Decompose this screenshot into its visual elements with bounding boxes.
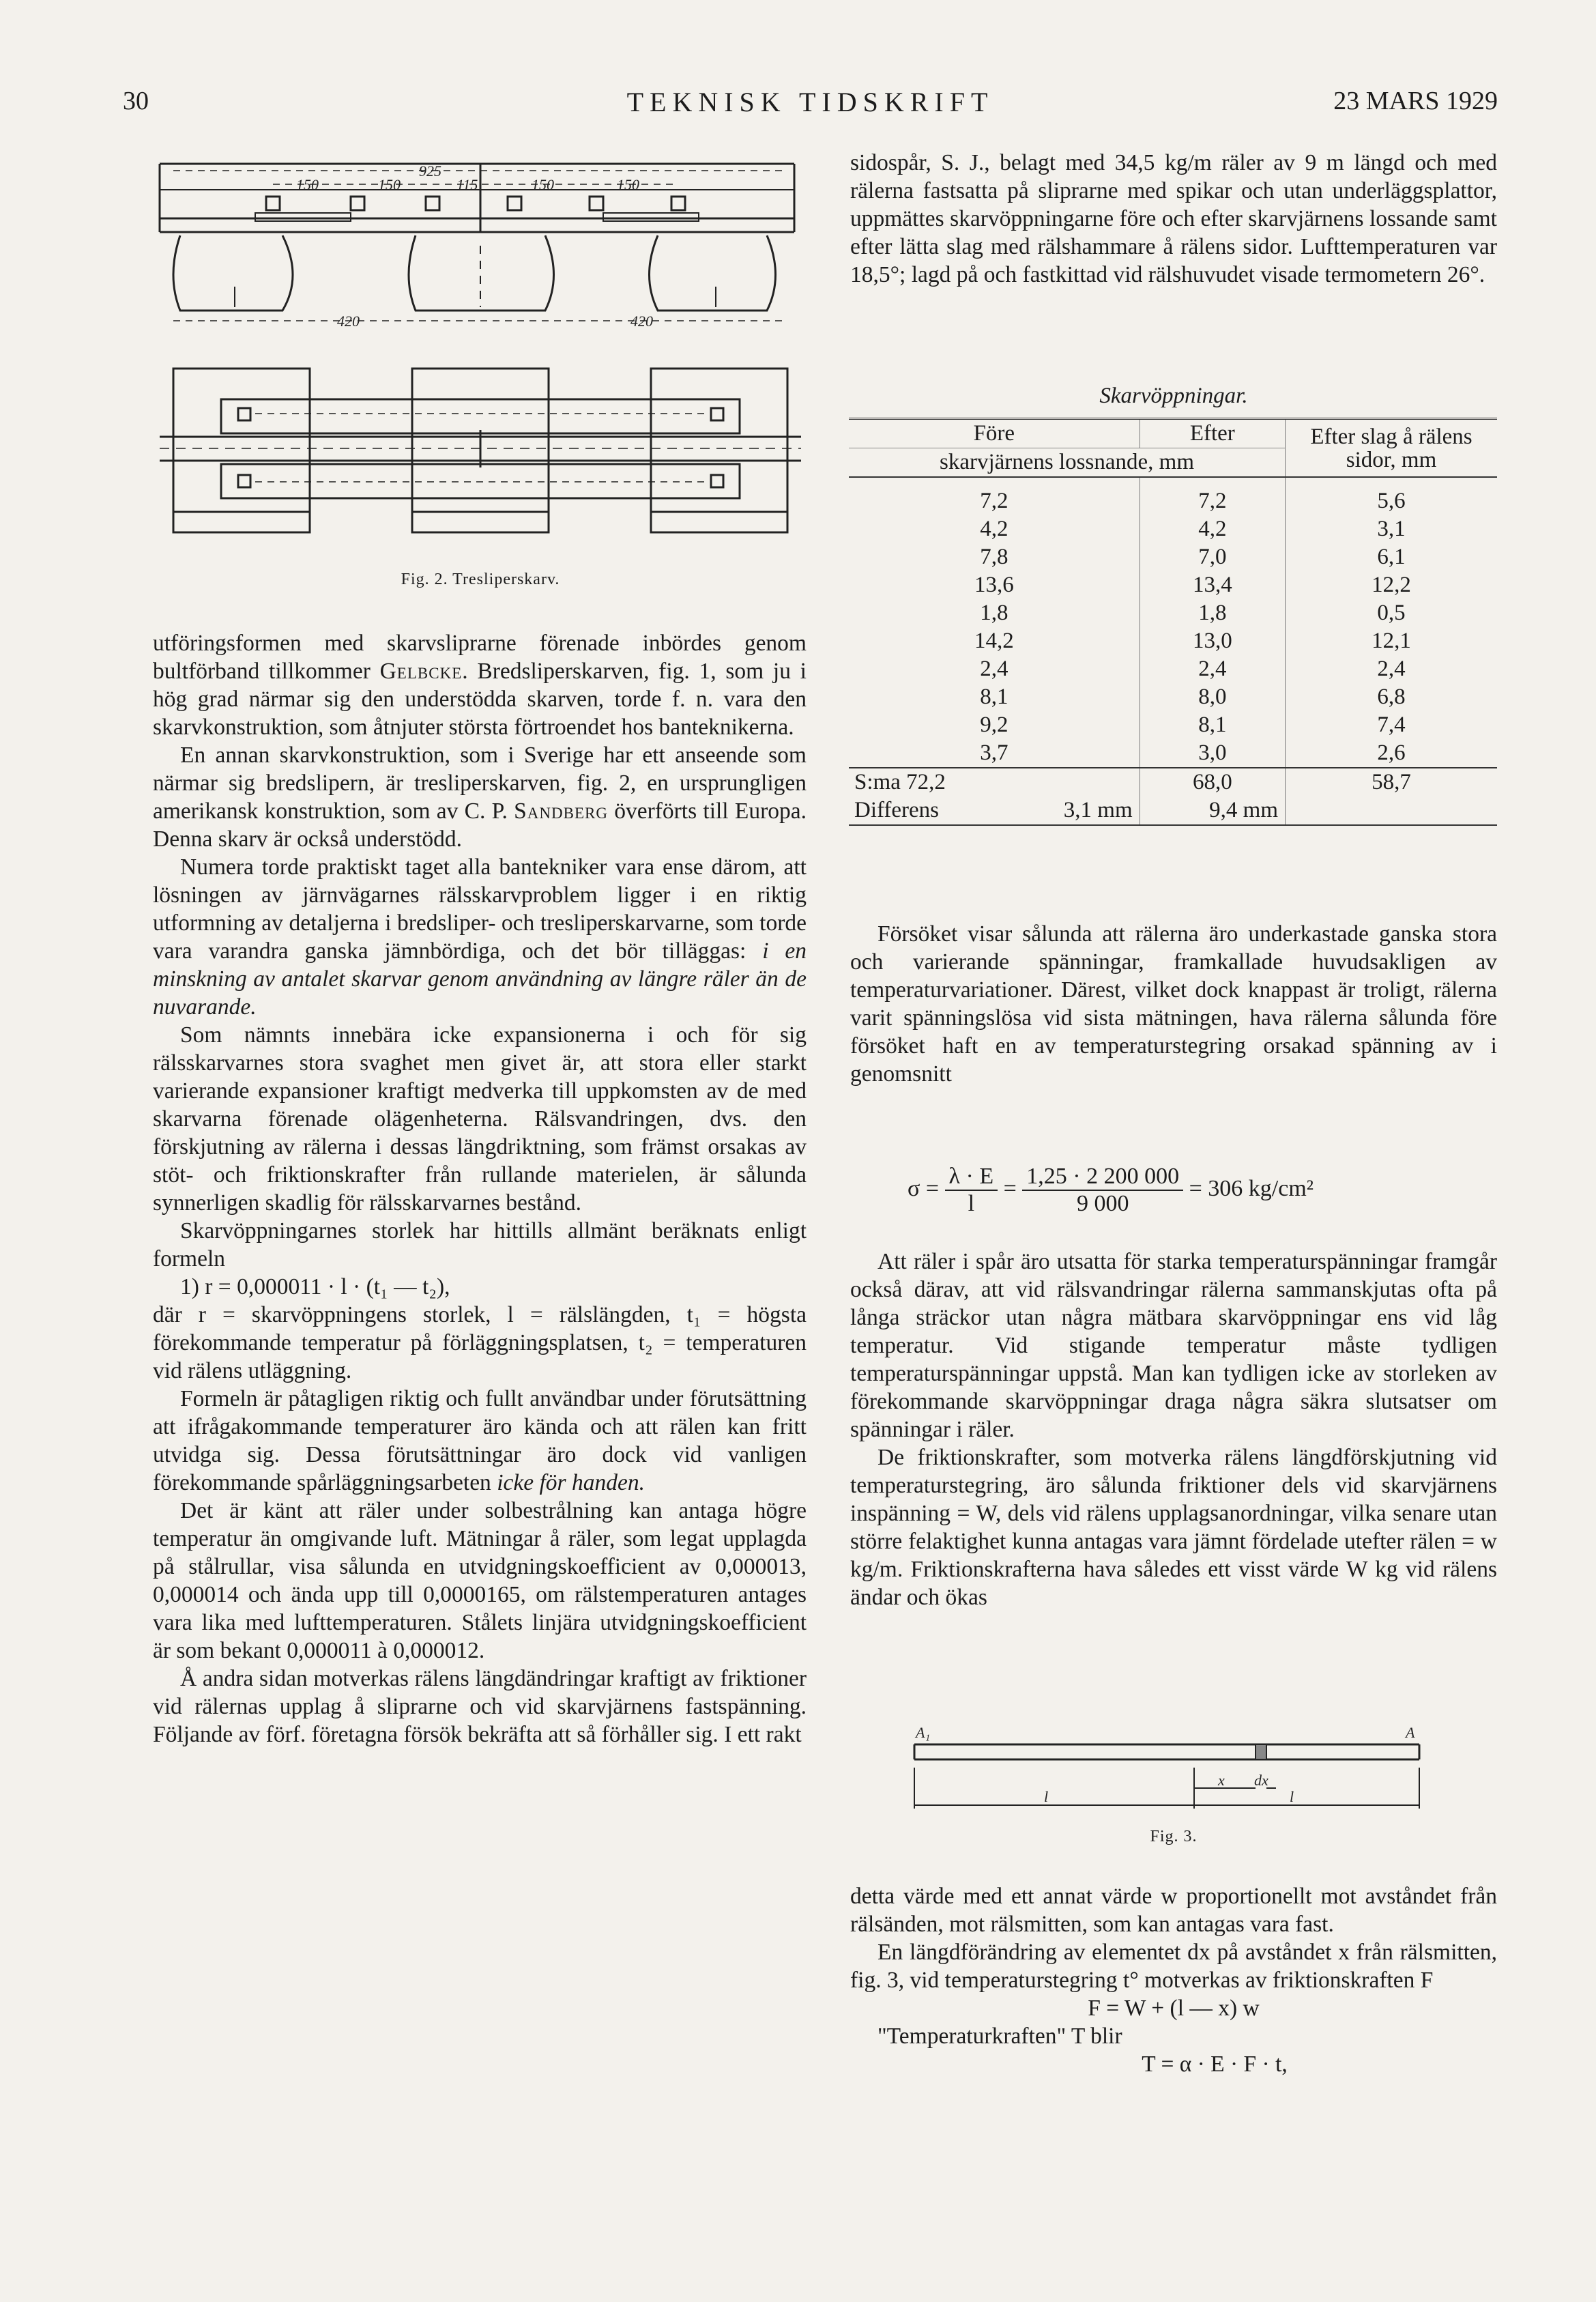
diff-label: Differens — [854, 798, 940, 822]
right-column-intro — [850, 149, 1497, 289]
label-a: A — [1406, 1724, 1415, 1741]
table-cell: 3,0 — [1140, 739, 1285, 768]
right-column-body — [850, 920, 1497, 1088]
dim-150-b: 150 — [378, 176, 401, 193]
formula-sigma — [908, 1164, 1494, 1217]
dim-420-b: 420 — [630, 313, 653, 330]
figure-3-drawing — [880, 1720, 1467, 1836]
text: En annan skarvkonstruktion, som i Sverige har ett anseende som närmar sig bredslipern, är tresliperskarven, fig. 2, en ursprungligen amerikansk konstruktion, som av C. P. — [153, 743, 807, 824]
text: Formeln är påtagligen riktig och fullt användbar under förutsättning att ifrågakommande temperaturer äro kända och att rälen kan fritt utvidga sig. Dessa förutsättningar äro dock vid vanligen förekommande spårläggningsarbeten — [153, 1386, 807, 1495]
table-cell: 2,6 — [1377, 740, 1406, 765]
paragraph: Försöket visar sålunda att rälerna äro underkastade ganska stora och varierande spänningar, framkallade huvudsakligen av temperaturvariationer. Därest, vilket dock knappast är troligt, rälerna varit spänningslösa vid sista mätningen, hava rälerna sålunda före försöket haft en av temperaturstegring orsakad spänning av i genomsnitt — [850, 921, 1497, 1087]
table-cell: 13,4 — [1140, 571, 1285, 599]
paragraph — [153, 1385, 807, 1497]
table-cell: 8,1 — [849, 683, 1140, 711]
diff-cell-3 — [1286, 796, 1498, 825]
table-cell: 8,0 — [1140, 683, 1285, 711]
table-cell: 1,8 — [849, 599, 1140, 627]
table-row — [849, 543, 1497, 571]
author-name: Sandberg — [514, 798, 608, 824]
table-row — [849, 599, 1497, 627]
author-name: Gelbcke — [379, 659, 463, 684]
col-header-efter: Efter — [1140, 419, 1285, 448]
result: = 306 kg/cm² — [1189, 1175, 1314, 1201]
table-sum-row — [849, 768, 1497, 796]
figure-3-caption: Fig. 3. — [1150, 1828, 1198, 1845]
table-row — [849, 739, 1497, 768]
left-column — [153, 629, 807, 1749]
table-cell: 7,2 — [1140, 477, 1285, 515]
paragraph: där r = skarvöppningens storlek, l = rälslängden, t₁ = högsta förekommande temperatur på förläggningsplatsen, t₂ = temperaturen vid rälens utläggning. — [153, 1302, 807, 1383]
table-cell: 3,1 — [1377, 517, 1406, 541]
paragraph: Det är känt att räler under solbestrålning kan antaga högre temperatur än omgivande luft. Mätningar å räler, som legat upplagda på stålrullar, visa sålunda en utvidgningskoefficient av 0,000013, 0,000014 och ända upp till 0,0000165, om rälstemperaturen antages vara lika med lufttemperaturen. Stålets linjära utvidgningskoefficient är som bekant 0,000011 à 0,000012. — [153, 1498, 807, 1663]
table-row — [849, 711, 1497, 739]
diff-cell-2: 9,4 mm — [1140, 796, 1285, 825]
label-l-right: l — [1290, 1788, 1294, 1805]
table-cell: 1,8 — [1140, 599, 1285, 627]
numerator: 1,25 · 2 200 000 — [1022, 1164, 1183, 1191]
table-cell: 4,2 — [1140, 515, 1285, 543]
numerator: λ · E — [945, 1164, 998, 1191]
text: . Bredsliperskarven, fig. 1, som ju i hög grad närmar sig den understödda skarven, torde f. n. vara den skarvkonstruktion, som åtnjuter största förtroendet hos banteknikerna. — [153, 659, 807, 740]
sum-label: S:ma — [854, 770, 901, 794]
col-subheader: skarvjärnens lossnande, mm — [849, 448, 1286, 478]
table-cell: 8,1 — [1140, 711, 1285, 739]
formula-F: F = W + (l — x) w — [1088, 1996, 1260, 2021]
table-cell: 7,8 — [849, 543, 1140, 571]
label-a1: A₁ — [916, 1724, 931, 1741]
paragraph: Som nämnts innebära icke expansionerna i och för sig rälsskarvarnes stora svaghet men givet är, att stora eller starkt varierande expansioner kraftigt medverka till uppkomsten av de med skarvarna förenade olägenheterna. Rälsvandringen, dvs. den förskjutning av rälerna i dessas längdriktning, som främst orsakas av stöt- och friktionskrafter från rullande materielen, är sålunda synnerligen skadlig för rälsskarvarnes bestånd. — [153, 1022, 807, 1215]
table-row — [849, 477, 1497, 515]
journal-title: TEKNISK TIDSKRIFT — [626, 87, 994, 117]
label-l-left: l — [1044, 1788, 1049, 1805]
fraction-1 — [945, 1164, 998, 1217]
emphasis: icke för handen. — [497, 1470, 645, 1495]
dim-420-a: 420 — [337, 313, 360, 330]
page-header — [123, 86, 1498, 127]
paragraph — [153, 629, 807, 741]
equals: = — [1003, 1175, 1017, 1201]
table-cell: 12,1 — [1372, 629, 1411, 653]
table-cell: 2,4 — [849, 655, 1140, 683]
paragraph — [153, 741, 807, 853]
table-cell: 14,2 — [849, 627, 1140, 655]
text: Numera torde praktiskt taget alla bantekniker vara ense därom, att lösningen av järnvägarnes rälsskarvproblem ligger i en riktig utformning av detaljerna i bredsliper- och tresliperskarvarne, som torde vara varandra ganska jämnbördiga, och det bör tilläggas: — [153, 854, 807, 964]
label-dx: dx — [1254, 1772, 1268, 1789]
table-cell: 7,2 — [849, 477, 1140, 515]
formula-1: 1) r = 0,000011 · l · (t₁ — t₂), — [180, 1274, 450, 1299]
dim-115: 115 — [456, 176, 478, 193]
table-diff-row — [849, 796, 1497, 825]
right-column-body-2 — [850, 1248, 1497, 1611]
table-row — [849, 655, 1497, 683]
table-cell: 0,5 — [1377, 601, 1406, 625]
table-cell: 9,2 — [849, 711, 1140, 739]
paragraph — [153, 853, 807, 1021]
sum-cell-2: 68,0 — [1140, 768, 1285, 796]
paragraph: En längdförändring av elementet dx på avståndet x från rälsmitten, fig. 3, vid temperaturstegring t° motverkas av friktionskraften F — [850, 1940, 1497, 1993]
table-cell: 2,4 — [1377, 657, 1406, 681]
paragraph: Att räler i spår äro utsatta för starka temperaturspänningar framgår också därav, att vid rälsvandringar rälerna sammanskjutas ofta på långa sträckor utan några mätbara skarvöppningar ens vid låg temperatur. Vid stigande temperatur måste tydligen temperaturspänningar uppstå. Man kan tydligen icke av storleken av förekommande skarvöppningar draga några säkra slutsatser om spänningar i räler. — [850, 1249, 1497, 1442]
dim-925: 925 — [419, 162, 441, 179]
table-cell: 7,0 — [1140, 543, 1285, 571]
measurement-table — [849, 418, 1497, 826]
col-header-fore: Före — [849, 419, 1140, 448]
label-x: x — [1218, 1772, 1225, 1789]
text: överförts till Europa. Denna skarv är också understödd. — [153, 798, 807, 852]
table-cell: 7,4 — [1377, 713, 1406, 737]
diff-value-1: 3,1 mm — [1063, 798, 1133, 822]
paragraph: "Temperaturkraften" T blir — [877, 2024, 1122, 2049]
table-cell: 6,8 — [1377, 685, 1406, 709]
sum-value: 72,2 — [906, 770, 946, 794]
page-number: 30 — [123, 87, 149, 115]
paragraph: detta värde med ett annat värde w proportionellt mot avståndet från rälsänden, mot rälsmitten, som kan antagas vara fast. — [850, 1884, 1497, 1937]
denominator: 9 000 — [1076, 1191, 1129, 1216]
table-cell: 2,4 — [1140, 655, 1285, 683]
paragraph: Å andra sidan motverkas rälens längdändringar kraftigt av friktioner vid rälernas upplag å sliprarne och vid skarvjärnens fastspänning. Följande av förf. företagna försök bekräfta att så förhåller sig. I ett rakt — [153, 1666, 807, 1747]
table-row — [849, 627, 1497, 655]
table-cell: 5,6 — [1377, 489, 1406, 513]
table-header-row — [849, 419, 1497, 448]
table-cell: 4,2 — [849, 515, 1140, 543]
table-cell: 13,6 — [849, 571, 1140, 599]
dim-150-d: 150 — [617, 176, 639, 193]
paragraph: De friktionskrafter, som motverka rälens längdförskjutning vid temperaturstegring, äro sålunda friktioner dels vid skarvjärnens inspänning = W, dels vid rälens upplagsanordningar, vilka senare utan större felaktighet kunna antagas vara jämnt fördelade utefter rälen = w kg/m. Friktionskrafterna hava således ett visst värde W kg vid rälens ändar och ökas — [850, 1445, 1497, 1610]
issue-date: 23 MARS 1929 — [1333, 87, 1498, 115]
fraction-2 — [1022, 1164, 1183, 1217]
formula-T: T = α · E · F · t, — [1142, 2052, 1288, 2077]
dim-150-a: 150 — [296, 176, 319, 193]
sigma-lhs: σ = — [908, 1175, 940, 1201]
paragraph: Skarvöppningarnes storlek har hittills allmänt beräknats enligt formeln — [153, 1218, 807, 1271]
table-row — [849, 515, 1497, 543]
sum-cell-1 — [849, 768, 1140, 796]
diff-cell-1 — [849, 796, 1140, 825]
denominator: l — [968, 1191, 975, 1216]
table-cell: 13,0 — [1140, 627, 1285, 655]
table-cell: 6,1 — [1377, 545, 1406, 569]
dim-150-c: 150 — [532, 176, 554, 193]
figure-2-caption: Fig. 2. Tresliperskarv. — [401, 571, 560, 588]
table-body — [849, 477, 1497, 768]
table-row — [849, 571, 1497, 599]
table-row — [849, 683, 1497, 711]
table-cell: 3,7 — [849, 739, 1140, 768]
emphasis: i en minskning av antalet skarvar genom användning av längre räler än de nuvarande. — [153, 938, 807, 1020]
table-cell: 12,2 — [1372, 573, 1411, 597]
paragraph: sidospår, S. J., belagt med 34,5 kg/m räler av 9 m längd och med rälerna fastsatta på sliprarne med spikar och utan underläggsplattor, uppmättes skarvöppningarne före och efter skarvjärnens lossande samt efter lätta slag med rälshammare å rälens sidor. Lufttemperaturen var 18,5°; lagd på och fastkittad vid rälshuvudet visade termometern 26°. — [850, 150, 1497, 287]
table-title: Skarvöppningar. — [1099, 384, 1248, 408]
col-header-efter-slag: Efter slag å rälens sidor, mm — [1286, 419, 1498, 478]
sum-cell-3: 58,7 — [1286, 768, 1498, 796]
right-column-body-3 — [850, 1882, 1497, 2078]
text: utföringsformen med skarvsliprarne förenade inbördes genom bultförband tillkommer — [153, 631, 807, 684]
figure-2-drawing — [153, 150, 808, 560]
